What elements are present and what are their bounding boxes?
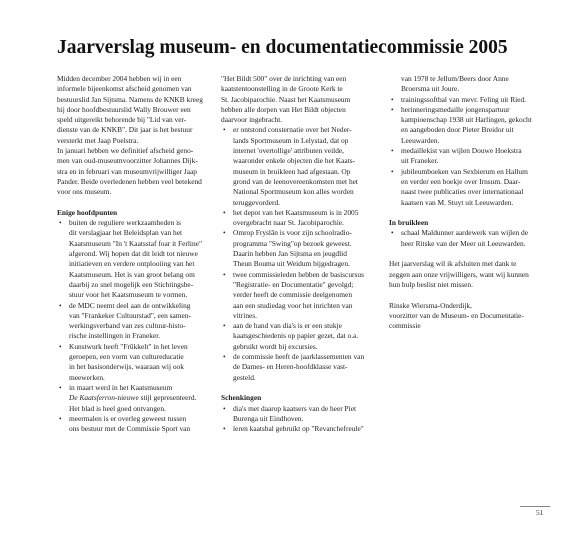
text-line: initiatieven en verdere ontplooiing van het	[69, 259, 195, 269]
text-line: National Sportmuseum kon alles worden	[233, 187, 354, 197]
bullet-icon: •	[223, 228, 226, 238]
text-line: van 1978 te Jellum/Beers door Anne	[401, 74, 509, 83]
magazine-title: De Kaatsferron	[69, 393, 115, 403]
bullet-item	[221, 404, 369, 425]
text-line: Kunstwurk heeft "Frûkkelt" in het leven	[69, 341, 188, 351]
text-line: de MDC neemt deel aan de ontwikkeling	[69, 300, 191, 310]
text-line: van "Frankeker Cultuurstad", een samen-	[69, 310, 191, 320]
text-line: waaronder enkele objecten die het Kaats-	[233, 156, 356, 166]
text-line: Theun Bouma uit Weidum bijgedragen.	[233, 259, 350, 269]
text-line: het depot van het Kaatsmuseum is in 2005	[233, 207, 359, 217]
text-line: daarbij zo snel mogelijk een Stichtingsbe-	[69, 279, 194, 289]
text-line: stuur voor het Kaatsmuseum te vormen.	[69, 290, 188, 300]
text-line: gebruikt wordt bij excursies.	[233, 341, 318, 351]
text-line: grond van de leenovereenkomsten met het	[233, 176, 358, 186]
text-line: hun hulp beslist niet missen.	[389, 279, 473, 289]
bullet-icon: •	[391, 146, 394, 156]
text-line: er ontstond consternatie over het Neder-	[233, 125, 352, 135]
text-line: programma "Swing"op bezoek geweest.	[233, 238, 352, 248]
bullet-icon: •	[59, 218, 62, 228]
column-left	[57, 74, 207, 434]
text-line: daarvoor ingebracht.	[221, 115, 283, 125]
text-line: overgebracht naar St. Jacobiparochie.	[233, 218, 344, 228]
text-line: Midden december 2004 hebben wij in een	[57, 74, 182, 83]
text-line: en verder een boekje over Irnsum. Daar-	[401, 176, 521, 186]
text-line: Kaatsmuseum "In 't Kaatsstaf foar it Ferline"	[69, 238, 202, 248]
text-line: gesteld.	[233, 372, 256, 382]
text-line: ons bestuur met de Commissie Sport van	[69, 424, 191, 434]
column-middle	[221, 74, 369, 434]
text-line: geroepen, een vorm van cultureducatie	[69, 352, 184, 362]
text-line: In januari hebben we definitief afscheid geno-	[57, 146, 194, 156]
text-line: museum in bruikleen had afgestaan. Op	[233, 166, 351, 176]
text-line: kaatsen van M. Stuyt uit Leeuwarden.	[401, 197, 514, 207]
bullet-icon: •	[391, 94, 394, 104]
text-fragment: -nieuwe stijl gepresenteerd.	[114, 393, 197, 403]
text-line: trainingssoftbal van mevr. Feling uit Ried.	[401, 94, 527, 104]
text-line: aan een studiedag voor het inrichten van	[233, 300, 353, 310]
text-line: Broersma uit Joure.	[401, 84, 460, 94]
text-line: teruggevorderd.	[233, 197, 280, 207]
text-line: in maart werd in het Kaatsmuseum	[69, 382, 173, 392]
text-line: stra en in februari van museumvrijwilliger Jaap	[57, 166, 197, 176]
text-line: dit verslagjaar het Beleidsplan van het	[69, 228, 183, 238]
bullet-icon: •	[223, 321, 226, 331]
text-line: "Registratie- en Documentatie" gevolgd;	[233, 279, 354, 289]
text-line: Pander. Beide overledenen hebben veel betekend	[57, 176, 202, 186]
bullet-icon: •	[59, 341, 62, 351]
section-heading: In bruikleen	[389, 218, 429, 228]
text-line: kaatsgeschiedenis op papier gezet, dat o.a.	[233, 331, 359, 341]
bullet-icon: •	[391, 104, 394, 114]
text-line: St. Jacobiparochie. Naast het Kaatsmuseum	[221, 94, 351, 104]
text-line: naast twee publicaties over internationaal	[401, 187, 524, 197]
text-line: Leeuwarden.	[401, 135, 440, 145]
bullet-item	[389, 228, 537, 249]
bullet-icon: •	[59, 300, 62, 310]
text-line: werkingsverband van zes cultuur-histo-	[69, 321, 186, 331]
text-line: informele bijeenkomst afscheid genomen van	[57, 84, 192, 94]
bullet-item	[57, 383, 207, 414]
bullet-icon: •	[391, 166, 394, 176]
bullet-item	[389, 146, 537, 167]
text-line: Omrop Fryslân is voor zijn schoolradio-	[233, 228, 352, 238]
section-heading: Schenkingen	[221, 393, 262, 403]
text-line: Burenga uit Eindhoven.	[233, 413, 304, 423]
page-title: Jaarverslag museum- en documentatiecommissie 2005	[57, 37, 508, 58]
bullet-icon: •	[223, 424, 226, 434]
text-line: heer Ritske van der Meer uit Leeuwarden.	[401, 238, 526, 248]
bullet-item	[221, 125, 369, 207]
text-line: Het blad is heel goed ontvangen.	[69, 403, 166, 413]
bullet-item	[221, 208, 369, 229]
text-line: leren kaatsbal gebruikt op "Revanchefreule"	[233, 424, 364, 434]
bullet-icon: •	[223, 125, 226, 135]
text-line: medaillekist van wijlen Douwe Hoekstra	[401, 146, 522, 156]
text-line: voorzitter van de Museum- en Documentatie-	[389, 310, 524, 320]
footer-divider	[520, 506, 550, 507]
text-line: men van oud-museumvoorzitter Johannes Dijk-	[57, 156, 198, 166]
bullet-item	[221, 424, 369, 434]
bullet-item	[389, 105, 537, 146]
bullet-icon: •	[391, 228, 394, 238]
bullet-item	[389, 167, 537, 208]
text-line: hebben alle dorpen van Het Bildt objecten	[221, 104, 346, 114]
text-line: versterkt met Jaap Poelstra.	[57, 135, 139, 145]
text-line: en aangeboden door Pieter Breidor uit	[401, 125, 514, 135]
text-line: Rinske Wiersma-Onderdijk,	[389, 300, 472, 310]
text-line: Daarin hebben Jan Sijtsma en jeugdlid	[233, 249, 347, 259]
text-line: Het jaarverslag wil ik afsluiten met dank te	[389, 259, 517, 269]
text-line: dienste van de KNKB". Dit jaar is het bestuur	[57, 125, 193, 135]
bullet-item	[221, 228, 369, 269]
text-line: dia's met daarop kaatsers van de heer Piet	[233, 403, 357, 413]
text-line: de Dames- en Heren-hoofdklasse vast-	[233, 362, 348, 372]
text-line: twee commissieleden hebben de basiscursus	[233, 269, 364, 279]
text-line: de commissie heeft de jaarklassementen van	[233, 352, 365, 362]
text-line: meewerken.	[69, 372, 105, 382]
text-line: Kaatsmuseum. Het is van groot belang om	[69, 269, 195, 279]
text-line: zeggen aan onze vrijwilligers, want wij kunnen	[389, 269, 529, 279]
bullet-continuation	[389, 74, 537, 95]
text-line: bestuurslid Jan Sijtsma. Namens de KNKB kreeg	[57, 94, 203, 104]
text-line: schaal Maldunner aardewerk van wijlen de	[401, 228, 529, 238]
section-heading: Enige hoofdpunten	[57, 207, 118, 217]
text-line: verder heeft de commissie deelgenomen	[233, 290, 353, 300]
text-line: hij door hoofdbestuurslid Wally Brouwer een	[57, 104, 191, 114]
text-line: uit Franeker.	[401, 156, 439, 166]
text-line: lands Sportmuseum in Lelystad, dat op	[233, 135, 349, 145]
text-line: herinneringsmedaille jongenspartuur	[401, 104, 510, 114]
text-line: "Het Bildt 500" over de inrichting van een	[221, 74, 347, 83]
text-line: rische instellingen in Franeker.	[69, 331, 161, 341]
bullet-icon: •	[223, 352, 226, 362]
bullet-item	[57, 414, 207, 435]
text-line: jubileumboeken van Sexbierum en Hallum	[401, 166, 528, 176]
signature-block	[389, 301, 537, 332]
text-line: meermalen is er overleg geweest tussen	[69, 413, 187, 423]
bullet-icon: •	[223, 207, 226, 217]
bullet-icon: •	[223, 403, 226, 413]
bullet-item	[57, 218, 207, 300]
text-line: vitrines.	[233, 310, 258, 320]
bullet-item	[221, 352, 369, 383]
column-right	[389, 74, 537, 331]
text-line	[69, 393, 207, 403]
bullet-icon: •	[59, 413, 62, 423]
text-line: kampioenschap 1938 uit Harlingen, gekocht	[401, 115, 532, 125]
page-number: 51	[536, 508, 544, 517]
text-line: aan de hand van dia's is er een stukje	[233, 321, 342, 331]
text-line: afgerond. Wij hopen dat dit leidt tot nieuwe	[69, 249, 198, 259]
bullet-item	[57, 301, 207, 342]
bullet-icon: •	[223, 269, 226, 279]
text-line: buiten de reguliere werkzaamheden is	[69, 218, 182, 228]
closing-paragraph	[389, 259, 537, 290]
text-line: in het basisonderwijs, waaraan wij ook	[69, 362, 184, 372]
text-line: internet 'overtollige' attributen veilde,	[233, 146, 345, 156]
text-line: speld uitgereikt behorende bij "Lid van ver-	[57, 115, 187, 125]
bullet-item	[221, 270, 369, 321]
bullet-item	[57, 342, 207, 383]
text-line: kaatstentoonstelling in de Groote Kerk te	[221, 84, 343, 94]
bullet-item	[221, 321, 369, 352]
text-line: commissie	[389, 321, 421, 331]
text-line: voor ons museum.	[57, 187, 112, 197]
intro-paragraph	[57, 74, 207, 198]
bullet-item	[389, 95, 537, 105]
bullet-icon: •	[59, 382, 62, 392]
